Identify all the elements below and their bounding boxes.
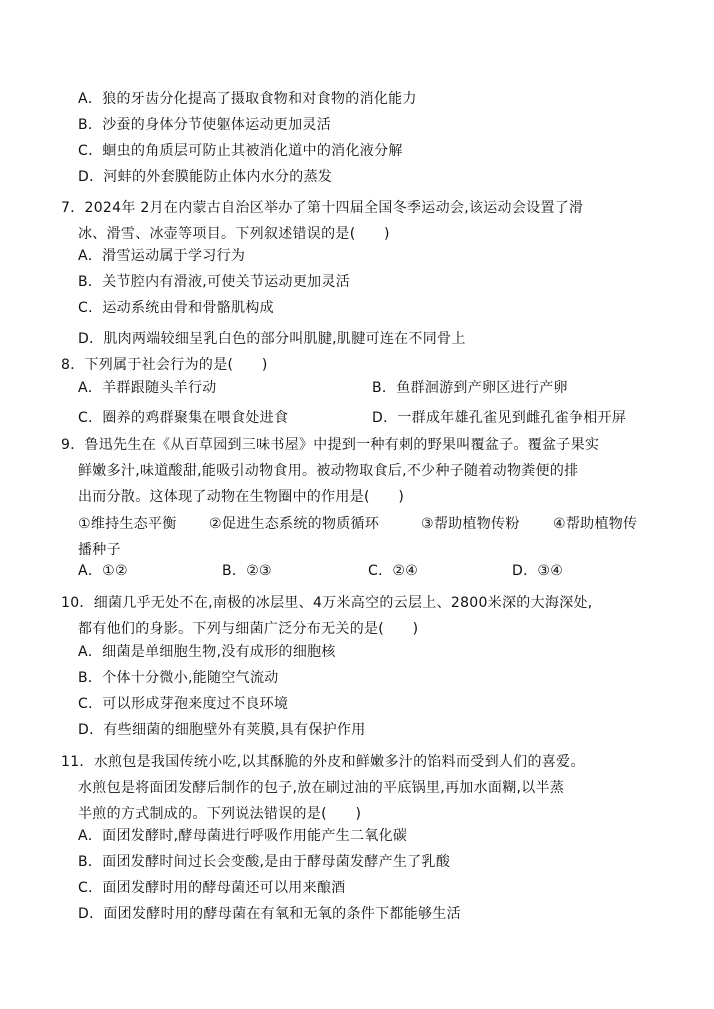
q11-option-c: C．面团发酵时用的酵母菌还可以用来酿酒 <box>78 880 346 896</box>
q8-stem: 8．下列属于社会行为的是( ) <box>61 357 268 373</box>
q8-option-b: B．鱼群洄游到产卵区进行产卵 <box>372 380 568 396</box>
q11-stem-line-2: 水煎包是将面团发酵后制作的包子,放在刷过油的平底锅里,再加水面糊,以半蒸 <box>78 780 565 796</box>
q9-stem-line-2: 鲜嫩多汁,味道酸甜,能吸引动物食用。被动物取食后,不少种子随着动物粪便的排 <box>78 463 579 479</box>
q9-option-b: B．②③ <box>222 563 272 579</box>
q9-item-4-cont: 播种子 <box>78 542 121 558</box>
q10-option-c: C．可以形成芽孢来度过不良环境 <box>78 696 289 712</box>
q9-stem-line-3: 出而分散。这体现了动物在生物圈中的作用是( ) <box>78 489 405 505</box>
q7-option-a: A．滑雪运动属于学习行为 <box>78 248 246 264</box>
q9-option-c: C．②④ <box>368 563 419 579</box>
q11-option-b: B．面团发酵时间过长会变酸,是由于酵母菌发酵产生了乳酸 <box>78 854 451 870</box>
q6-option-b: B．沙蚕的身体分节使躯体运动更加灵活 <box>78 117 332 133</box>
q9-item-4: ④帮助植物传 <box>553 516 638 532</box>
q8-option-a: A．羊群跟随头羊行动 <box>78 380 217 396</box>
q10-option-d: D．有些细菌的细胞壁外有荚膜,具有保护作用 <box>78 722 366 738</box>
q11-stem-line-1: 11．水煎包是我国传统小吃,以其酥脆的外皮和鲜嫩多汁的馅料而受到人们的喜爱。 <box>61 754 585 770</box>
q7-option-d: D．肌肉两端较细呈乳白色的部分叫肌腱,肌腱可连在不同骨上 <box>78 331 466 347</box>
q9-item-1: ①维持生态平衡 <box>78 516 177 532</box>
q8-option-d: D．一群成年雄孔雀见到雌孔雀争相开屏 <box>372 410 627 426</box>
q11-stem-line-3: 半煎的方式制成的。下列说法错误的是( ) <box>78 806 362 822</box>
q9-option-d: D．③④ <box>512 563 564 579</box>
q10-option-a: A．细菌是单细胞生物,没有成形的细胞核 <box>78 644 336 660</box>
q10-stem-line-1: 10．细菌几乎无处不在,南极的冰层里、4万米高空的云层上、2800米深的大海深处, <box>61 595 593 611</box>
q9-item-3: ③帮助植物传粉 <box>421 516 520 532</box>
q6-option-c: C．蛔虫的角质层可防止其被消化道中的消化液分解 <box>78 143 403 159</box>
q8-option-c: C．圈养的鸡群聚集在喂食处进食 <box>78 410 289 426</box>
q9-item-2: ②促进生态系统的物质循环 <box>209 516 380 532</box>
q7-stem-line-1: 7．2024年 2月在内蒙古自治区举办了第十四届全国冬季运动会,该运动会设置了滑 <box>61 200 584 216</box>
q6-option-a: A．狼的牙齿分化提高了摄取食物和对食物的消化能力 <box>78 91 417 107</box>
q9-stem-line-1: 9．鲁迅先生在《从百草园到三味书屋》中提到一种有刺的野果叫覆盆子。覆盆子果实 <box>61 437 600 453</box>
q7-option-b: B．关节腔内有滑液,可使关节运动更加灵活 <box>78 274 351 290</box>
q10-stem-line-2: 都有他们的身影。下列与细菌广泛分布无关的是( ) <box>78 621 419 637</box>
q10-option-b: B．个体十分微小,能随空气流动 <box>78 670 279 686</box>
q7-option-c: C．运动系统由骨和骨骼肌构成 <box>78 300 274 316</box>
q11-option-d: D．面团发酵时用的酵母菌在有氧和无氧的条件下都能够生活 <box>78 906 461 922</box>
q6-option-d: D．河蚌的外套膜能防止体内水分的蒸发 <box>78 169 333 185</box>
q11-option-a: A．面团发酵时,酵母菌进行呼吸作用能产生二氧化碳 <box>78 828 408 844</box>
q9-option-a: A．①② <box>78 563 128 579</box>
q7-stem-line-2: 冰、滑雪、冰壶等项目。下列叙述错误的是( ) <box>78 226 390 242</box>
